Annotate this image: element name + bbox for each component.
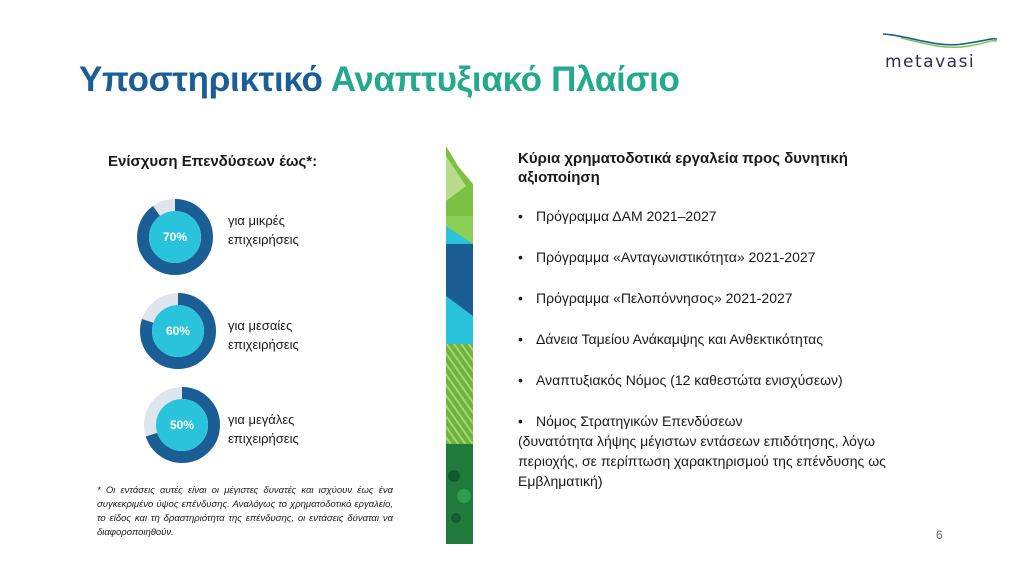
bullet-icon: • — [518, 413, 523, 429]
label-line-1: για μεσαίες — [228, 318, 293, 333]
footnote: * Οι εντάσεις αυτές είναι οι μέγιστες δυνατές και ισχύουν έως ένα συγκεκριμένο ύψος επένδυσης. Αναλόγως το χρηματοδοτικό εργαλείο, το είδος και τη δραστηριότητα της επένδυσης, οι εντάσεις δύναται να διαφοροποιηθούν. — [97, 485, 393, 538]
donut-large-businesses — [144, 387, 220, 463]
metavasi-logo — [881, 30, 999, 78]
list-item-text: Νόμος Στρατηγικών Επενδύσεων — [536, 413, 743, 429]
label-line-2: επιχειρήσεις — [228, 232, 299, 247]
bullet-icon: • — [518, 372, 523, 388]
list-item — [518, 206, 938, 226]
bullet-icon: • — [518, 331, 523, 347]
page-title — [79, 60, 680, 100]
list-item — [518, 370, 938, 390]
list-item-text: Πρόγραμμα «Ανταγωνιστικότητα» 2021-2027 — [536, 249, 816, 265]
investment-support-heading: Ενίσχυση Επενδύσεων έως*: — [108, 153, 318, 170]
page-number: 6 — [936, 528, 943, 542]
donut-percent: 50% — [169, 418, 195, 432]
decorative-stripe — [446, 146, 473, 544]
funding-tools-heading: Κύρια χρηματοδοτικά εργαλεία προς δυνητική αξιοποίηση — [518, 150, 848, 186]
funding-tools-list — [518, 206, 938, 512]
list-item — [518, 329, 938, 349]
list-item-text: Δάνεια Ταμείου Ανάκαμψης και Ανθεκτικότητας — [536, 331, 823, 347]
list-item — [518, 288, 938, 308]
donut-label-medium — [228, 316, 348, 354]
donut-label-small — [228, 211, 348, 249]
label-line-1: για μικρές — [228, 213, 285, 228]
list-item — [518, 411, 938, 491]
donut-small-businesses — [137, 199, 213, 275]
title-part-1: Υποστηρικτικό — [79, 60, 323, 99]
list-item-text: Αναπτυξιακός Νόμος (12 καθεστώτα ενισχύσεων) — [536, 372, 843, 388]
logo-text: metavasi — [885, 52, 976, 72]
list-item-text: Πρόγραμμα «Πελοπόννησος» 2021-2027 — [536, 290, 793, 306]
label-line-2: επιχειρήσεις — [228, 337, 299, 352]
label-line-2: επιχειρήσεις — [228, 431, 299, 446]
label-line-1: για μεγάλες — [228, 412, 295, 427]
bullet-icon: • — [518, 249, 523, 265]
list-item — [518, 247, 938, 267]
list-item-detail: (δυνατότητα λήψης μέγιστων εντάσεων επιδότησης, λόγω περιοχής, σε περίπτωση χαρακτηρισμού της επένδυσης ως Εμβληματική) — [518, 433, 886, 489]
donut-percent: 70% — [162, 230, 188, 244]
bullet-icon: • — [518, 208, 523, 224]
donut-medium-businesses — [140, 293, 216, 369]
bullet-icon: • — [518, 290, 523, 306]
donut-label-large — [228, 410, 348, 448]
title-part-2: Αναπτυξιακό Πλαίσιο — [330, 60, 680, 99]
donut-percent: 60% — [165, 324, 191, 338]
list-item-text: Πρόγραμμα ΔΑΜ 2021–2027 — [536, 208, 717, 224]
